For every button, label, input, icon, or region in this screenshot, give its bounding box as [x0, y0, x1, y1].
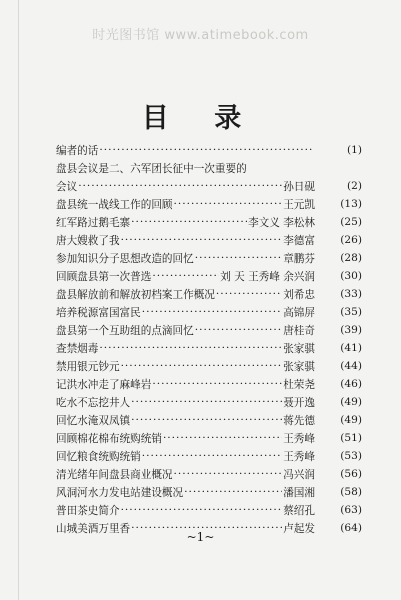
toc-leader-dots	[152, 378, 282, 390]
toc-leader-dots	[121, 360, 283, 372]
toc-entry-author: 蒋先德	[283, 414, 315, 427]
toc-entry-author: 卢起发	[283, 522, 315, 535]
toc-leader-dots	[184, 486, 282, 498]
toc-entry	[56, 375, 362, 393]
toc-entry-author: 杜荣尧	[283, 378, 315, 391]
toc-entry-title: 唐大嫂救了我	[56, 234, 120, 247]
toc-entry-page: (2)	[346, 180, 362, 192]
toc-leader-dots	[216, 288, 282, 300]
toc-entry	[56, 357, 362, 375]
toc-leader-dots	[131, 414, 282, 426]
toc-entry-author: 刘希忠	[283, 288, 315, 301]
toc-entry	[56, 141, 362, 159]
toc-entry-page: (33)	[340, 288, 362, 300]
toc-entry-author: 孙日砚	[283, 180, 315, 193]
toc-entry-title: 普田茶史简介	[56, 504, 120, 517]
toc-entry-title: 盘县统一战线工作的回顾	[56, 198, 173, 211]
toc-entry-page: (63)	[340, 504, 362, 516]
toc-entry-page: (49)	[340, 414, 362, 426]
toc-leader-dots	[142, 306, 282, 318]
toc-entry-title: 吃水不忘挖井人	[56, 396, 131, 409]
toc-entry	[56, 411, 362, 429]
toc-entry-author: 李德富	[283, 234, 315, 247]
toc-entry-page: (49)	[340, 396, 362, 408]
toc-entry-author: 唐桂奇	[283, 324, 315, 337]
toc-entry	[56, 159, 362, 177]
toc-entry-page: (51)	[340, 432, 362, 444]
toc-entry	[56, 177, 362, 195]
toc-entry-title: 风洞河水力发电站建设概况	[56, 486, 184, 499]
toc-entry	[56, 195, 362, 213]
page-number: ~1~	[186, 530, 215, 544]
toc-entry-author: 聂开逸	[283, 396, 315, 409]
toc-entry-page: (1)	[346, 144, 362, 156]
toc-entry-title: 山城美酒万里香	[56, 522, 131, 535]
toc-leader-dots	[152, 270, 219, 282]
toc-entry	[56, 465, 362, 483]
toc-entry	[56, 447, 362, 465]
toc-entry-author: 王元凯	[283, 198, 315, 211]
toc-entry-author: 王秀峰	[283, 432, 315, 445]
toc-entry-author: 高锦屏	[283, 306, 315, 319]
toc-leader-dots	[174, 198, 283, 210]
toc-entry-page: (64)	[340, 522, 362, 534]
toc-entry-author: 张家骐	[283, 360, 315, 373]
toc-entry-page: (28)	[340, 252, 362, 264]
toc-leader-dots	[121, 504, 283, 516]
page-title: 目 录	[141, 103, 260, 134]
toc-entry-title: 盘县解放前和解放初档案工作概况	[56, 288, 215, 301]
toc-entry-title: 编者的话	[56, 144, 99, 157]
toc-entry-title: 参加知识分子思想改造的回忆	[56, 252, 194, 265]
toc-entry-author: 蔡绍孔	[283, 504, 315, 517]
toc-leader-dots	[163, 432, 282, 444]
toc-entry-title: 清光绪年间盘县商业概况	[56, 468, 173, 481]
toc-entry-author: 冯兴润	[283, 468, 315, 481]
toc-entry-page: (39)	[340, 324, 362, 336]
toc-leader-dots	[131, 216, 247, 228]
toc-leader-dots	[99, 342, 282, 354]
page-edge	[18, 0, 19, 600]
toc-entry-title: 查禁烟毒	[56, 342, 99, 355]
toc-entry	[56, 231, 362, 249]
toc-leader-dots	[142, 450, 282, 462]
toc-entry-title: 回顾棉花棉布统购统销	[56, 432, 162, 445]
toc-leader-dots	[121, 234, 283, 246]
toc-entry-author: 章鹏芬	[283, 252, 315, 265]
toc-entry	[56, 429, 362, 447]
toc-entry-title: 培养税源富国富民	[56, 306, 141, 319]
toc-leader-dots	[174, 468, 283, 480]
toc-entry	[56, 249, 362, 267]
toc-entry-author: 张家骐	[283, 342, 315, 355]
toc-entry-author: 王秀峰	[283, 450, 315, 463]
toc-entry	[56, 339, 362, 357]
toc-entry-title: 会议	[56, 180, 78, 193]
toc-entry-page: (46)	[340, 378, 362, 390]
toc-entry-page: (53)	[340, 450, 362, 462]
toc-entry	[56, 285, 362, 303]
toc-entry-page: (44)	[340, 360, 362, 372]
toc-entry	[56, 393, 362, 411]
toc-entry-page: (25)	[340, 216, 362, 228]
toc-entry	[56, 213, 362, 231]
toc-entry	[56, 267, 362, 285]
toc-leader-dots	[195, 252, 283, 264]
toc-entry-page: (26)	[340, 234, 362, 246]
toc-entry-page: (41)	[340, 342, 362, 354]
toc-leader-dots	[78, 180, 282, 192]
toc-entry-page: (13)	[340, 198, 362, 210]
watermark: 时光图书馆 www.atimebook.com	[92, 28, 309, 43]
toc-entry-author: 李文义 李松林	[248, 216, 315, 229]
table-of-contents	[56, 141, 362, 537]
toc-entry-title: 盘县会议是二、六军团长征中一次重要的	[56, 162, 247, 175]
toc-entry-page: (35)	[340, 306, 362, 318]
toc-entry-title: 盘县第一个互助组的点滴回忆	[56, 324, 194, 337]
toc-entry-page: (56)	[340, 468, 362, 480]
toc-entry	[56, 303, 362, 321]
toc-entry	[56, 321, 362, 339]
toc-entry	[56, 483, 362, 501]
toc-entry-author: 潘国湘	[283, 486, 315, 499]
toc-leader-dots	[99, 144, 314, 156]
toc-entry-page: (30)	[340, 270, 362, 282]
toc-entry-title: 回顾盘县第一次普选	[56, 270, 152, 283]
toc-entry-title: 回忆粮食统购统销	[56, 450, 141, 463]
toc-entry-title: 红军路过鹅毛寨	[56, 216, 131, 229]
toc-leader-dots	[195, 324, 283, 336]
toc-entry	[56, 501, 362, 519]
toc-entry-title: 禁用银元钞元	[56, 360, 120, 373]
toc-entry-title: 记洪水冲走了麻峰岩	[56, 378, 152, 391]
toc-entry-page: (58)	[340, 486, 362, 498]
toc-leader-dots	[131, 396, 282, 408]
toc-entry-title: 回忆水淹双凤镇	[56, 414, 131, 427]
toc-entry-author: 刘 天 王秀峰 余兴润	[220, 270, 315, 283]
